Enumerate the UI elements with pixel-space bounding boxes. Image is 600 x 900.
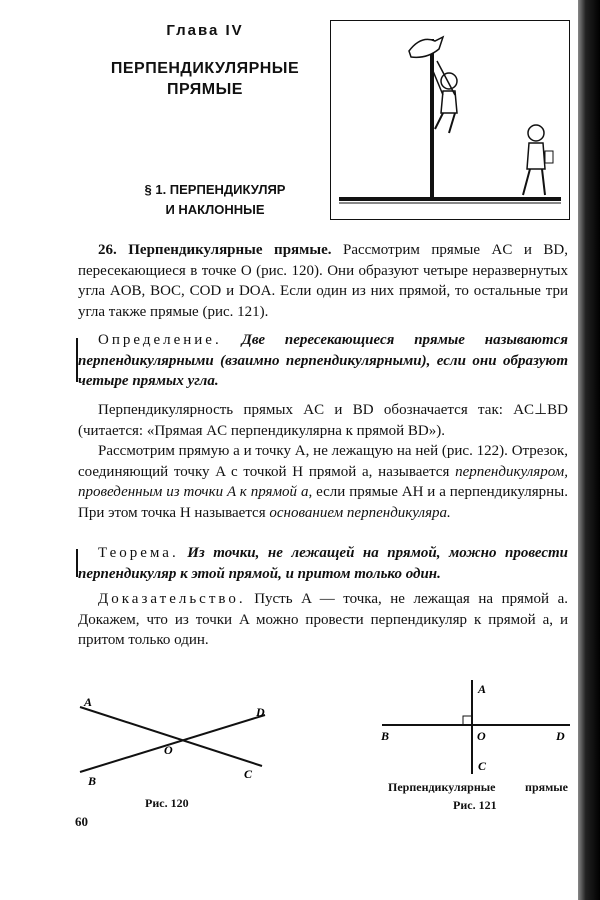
theorem-block — [78, 543, 568, 584]
fig121-label-b: B — [381, 729, 390, 743]
theorem-text: Из точки, не лежащей на прямой, можно провести перпендикуляр к этой прямой, и притом только один. — [78, 545, 568, 582]
figures-area — [0, 660, 600, 830]
chapter-title-line2: ПРЯМЫЕ — [167, 81, 243, 98]
fig120-label-c: C — [244, 767, 253, 781]
notation-text-a: Перпендикулярность прямых AC и BD обозначается так: AC — [98, 402, 535, 418]
perp-def-text-a: Рассмотрим прямую a и точку A, не лежащую на ней (рис. 122). Отрезок, соединяющий точку A с точкой H прямой a, называется — [78, 443, 568, 480]
fig120-label-a: A — [84, 695, 93, 709]
perpendicular-definition-paragraph — [78, 441, 568, 523]
fig120-caption: Рис. 120 — [145, 796, 189, 810]
perp-def-term: перпендикуляром, проведенным из точки A к прямой a, — [78, 463, 568, 500]
notation-paragraph — [78, 400, 568, 441]
notation-text-b: BD (читается: «Прямая AC перпендикулярна к прямой BD»). — [78, 402, 568, 439]
figure-diagrams — [0, 660, 600, 830]
theorem-label: Теорема. — [98, 545, 179, 561]
perp-def-term2: основанием перпендикуляра. — [269, 504, 451, 521]
pole-climber-drawing — [331, 21, 568, 218]
proof-block — [78, 589, 568, 651]
fig121-title: Перпендикулярные прямые — [388, 780, 568, 794]
fig121-caption: Рис. 121 — [453, 798, 497, 812]
fig121-label-c: C — [478, 759, 487, 773]
perp-def-text-b: если прямые AH и a перпендикулярны. При этом точка H называется — [78, 484, 568, 521]
definition-text: Две пересекающиеся прямые называются перпендикулярными (взаимно перпендикулярными), если они образуют четыре прямых угла. — [78, 332, 568, 389]
proof-label: Доказательство. — [98, 591, 246, 607]
fig120-label-d: D — [256, 705, 265, 719]
paragraph-26-body: Рассмотрим прямые AC и BD, пересекающиеся в точке O (рис. 120). Они образуют четыре неразвернутых угла AOB, BOC, COD и DOA. Если один из них прямой, то остальные три угла также прямые (рис. 121). — [78, 242, 568, 320]
chapter-title — [95, 58, 315, 100]
fig121-label-d: D — [556, 729, 565, 743]
fig120-label-b: B — [88, 774, 97, 788]
fig120-line-ac — [80, 707, 262, 766]
fig120-label-o: O — [164, 743, 173, 757]
paragraph-26-title: 26. Перпендикулярные прямые. — [98, 242, 332, 258]
definition-label: Определение. — [98, 332, 222, 348]
section-heading — [120, 180, 310, 220]
perpendicular-symbol: ⊥ — [534, 402, 548, 418]
section-heading-line1: § 1. ПЕРПЕНДИКУЛЯР — [144, 182, 286, 197]
chapter-label: Глава IV — [166, 22, 244, 39]
right-angle-mark — [463, 716, 472, 725]
definition-block — [78, 330, 568, 392]
notation-block — [78, 400, 568, 523]
page-number: 60 — [75, 814, 88, 829]
paragraph-26 — [78, 240, 568, 322]
proof-text: Пусть A — точка, не лежащая на прямой a. Докажем, что из точки A можно провести перпендикуляр к прямой a, и притом только один. — [78, 591, 568, 648]
chapter-illustration — [330, 20, 570, 220]
fig121-label-o: O — [477, 729, 486, 743]
section-heading-line2: И НАКЛОННЫЕ — [165, 202, 265, 217]
chapter-title-line1: ПЕРПЕНДИКУЛЯРНЫЕ — [110, 60, 300, 77]
fig121-label-a: A — [478, 682, 487, 696]
